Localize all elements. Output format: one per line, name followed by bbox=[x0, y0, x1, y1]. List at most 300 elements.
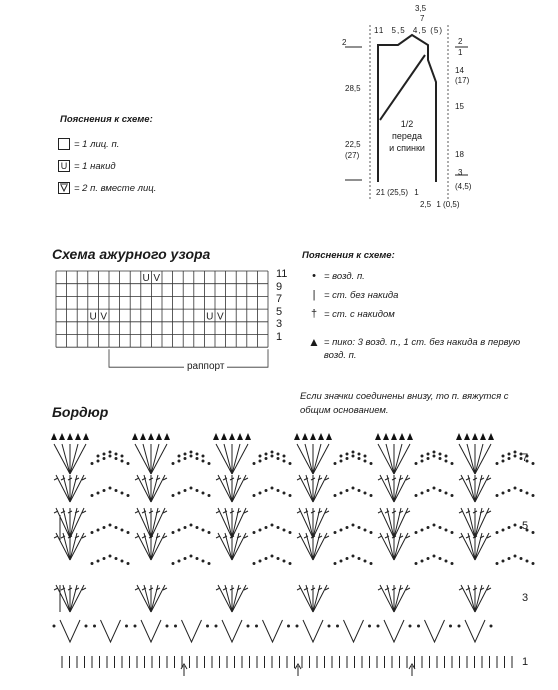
v-stitch bbox=[182, 620, 202, 642]
dc-bar bbox=[378, 588, 382, 590]
pattern-cell-symbol: U bbox=[206, 311, 214, 323]
chain-dot bbox=[184, 557, 187, 560]
chain-dot bbox=[352, 524, 355, 527]
garment-left-label: 28,5 bbox=[345, 84, 361, 93]
chain-dot bbox=[340, 529, 343, 532]
chain-dot bbox=[289, 531, 292, 534]
chain-dot bbox=[532, 494, 535, 497]
chain-dot bbox=[514, 451, 517, 454]
chain-dot bbox=[97, 455, 100, 458]
picot-mark bbox=[213, 433, 219, 440]
chain-dot bbox=[421, 492, 424, 495]
chain-dot bbox=[508, 457, 511, 460]
pattern-cell-symbol: V bbox=[216, 311, 224, 323]
chain-dot bbox=[328, 625, 331, 628]
v-stitch bbox=[384, 620, 404, 642]
chain-dot bbox=[125, 625, 128, 628]
chain-dot bbox=[121, 560, 124, 563]
chain-dot bbox=[439, 453, 442, 456]
dim-label: 21 bbox=[376, 188, 385, 197]
chain-dot bbox=[97, 560, 100, 563]
chain-dot bbox=[296, 625, 299, 628]
repeat-label: раппорт bbox=[184, 361, 227, 372]
picot-mark bbox=[132, 433, 138, 440]
chain-dot bbox=[208, 494, 211, 497]
border-title: Бордюр bbox=[52, 404, 109, 420]
picot-mark bbox=[156, 433, 162, 440]
chain-dot bbox=[208, 462, 211, 465]
garment-left-label: 22,5 bbox=[345, 140, 361, 149]
chain-dot bbox=[103, 457, 106, 460]
chain-dot bbox=[172, 531, 175, 534]
chain-dot bbox=[370, 462, 373, 465]
garment-right-label: (4,5) bbox=[455, 182, 472, 191]
picot-mark bbox=[140, 433, 146, 440]
chain-dot bbox=[289, 562, 292, 565]
chain-dot bbox=[97, 529, 100, 532]
garment-top-label-upper: 7 bbox=[420, 14, 425, 23]
chain-dot bbox=[532, 562, 535, 565]
chain-dot bbox=[196, 453, 199, 456]
chain-dot bbox=[502, 529, 505, 532]
chain-dot bbox=[196, 457, 199, 460]
chain-dot bbox=[91, 531, 94, 534]
garment-right-label: 15 bbox=[455, 102, 464, 111]
picot-mark bbox=[391, 433, 397, 440]
chain-dot bbox=[526, 560, 529, 563]
chain-dot bbox=[433, 555, 436, 558]
border-row-number: 7 bbox=[522, 452, 529, 464]
dc-stitch bbox=[297, 444, 313, 474]
dim-label: 11 bbox=[374, 26, 385, 35]
chain-dot bbox=[496, 494, 499, 497]
garment-center-line: и спинки bbox=[389, 143, 425, 153]
row-number: 3 bbox=[276, 318, 283, 330]
legend-item-label: = 1 накид bbox=[74, 160, 116, 172]
chain-dot bbox=[370, 562, 373, 565]
dc-stitch bbox=[135, 444, 151, 474]
dc-stitch bbox=[216, 444, 232, 474]
garment-right-label: 1 bbox=[458, 48, 463, 57]
chain-dot bbox=[364, 460, 367, 463]
row-number: 9 bbox=[276, 280, 283, 293]
dc-stitch bbox=[151, 444, 159, 474]
picot-mark bbox=[59, 433, 65, 440]
dc-stitch bbox=[232, 444, 240, 474]
dc-stitch bbox=[151, 444, 167, 474]
chain-dot bbox=[368, 625, 371, 628]
chain-dot bbox=[352, 451, 355, 454]
chain-dot bbox=[346, 526, 349, 529]
chain-dot bbox=[520, 557, 523, 560]
chain-dot bbox=[364, 455, 367, 458]
chain-dot bbox=[514, 524, 517, 527]
legend-item-label: = 1 лиц. п. bbox=[74, 138, 120, 150]
legend-item-label: = пико: 3 возд. п., 1 ст. без накида в первую возд. п. bbox=[323, 337, 521, 361]
chain-dot bbox=[508, 526, 511, 529]
v-stitch bbox=[425, 620, 445, 642]
chain-dot bbox=[445, 560, 448, 563]
chain-dot bbox=[190, 524, 193, 527]
row-number: 1 bbox=[276, 330, 283, 343]
dc-bar bbox=[135, 536, 139, 538]
chain-dot bbox=[433, 524, 436, 527]
chain-dot bbox=[415, 531, 418, 534]
chain-dot bbox=[340, 560, 343, 563]
chain-dot bbox=[253, 462, 256, 465]
chain-dot bbox=[283, 460, 286, 463]
chain-dot bbox=[109, 524, 112, 527]
chain-dot bbox=[259, 560, 262, 563]
chain-dot bbox=[358, 489, 361, 492]
chain-dot bbox=[115, 489, 118, 492]
picot-mark bbox=[229, 433, 235, 440]
yarn-over-icon: U bbox=[58, 160, 70, 172]
chain-dot bbox=[532, 462, 535, 465]
pattern-cell-symbol: U bbox=[89, 311, 97, 323]
chain-dot bbox=[520, 489, 523, 492]
picot-mark bbox=[51, 433, 57, 440]
chain-dot bbox=[421, 529, 424, 532]
border-row-number: 5 bbox=[522, 520, 529, 532]
chain-dot bbox=[502, 560, 505, 563]
garment-top-label-upper: 3,5 bbox=[415, 4, 427, 13]
chain-dot bbox=[514, 555, 517, 558]
chain-dot bbox=[247, 625, 250, 628]
chain-dot bbox=[364, 560, 367, 563]
chain-dot bbox=[202, 492, 205, 495]
dim-label: 1 bbox=[436, 200, 441, 209]
picot-mark bbox=[399, 433, 405, 440]
dc-bar bbox=[216, 478, 220, 480]
chain-dot bbox=[259, 460, 262, 463]
chain-dot bbox=[532, 531, 535, 534]
chain-dot bbox=[202, 560, 205, 563]
chain-dot bbox=[451, 462, 454, 465]
single-crochet-icon: | bbox=[312, 289, 316, 301]
dc-stitch bbox=[224, 444, 232, 474]
dc-stitch bbox=[54, 444, 70, 474]
chain-dot bbox=[427, 557, 430, 560]
picot-mark bbox=[383, 433, 389, 440]
dim-label: (0,5) bbox=[443, 200, 460, 209]
chain-dot bbox=[109, 555, 112, 558]
v-stitch bbox=[465, 620, 485, 642]
chain-dot bbox=[352, 555, 355, 558]
chain-dot bbox=[289, 462, 292, 465]
chain-dot bbox=[115, 526, 118, 529]
pattern-cell-symbol: V bbox=[153, 273, 161, 285]
v-stitch bbox=[263, 620, 283, 642]
chain-dot bbox=[490, 625, 493, 628]
pattern-title: Схема ажурного узора bbox=[52, 246, 211, 262]
chain-dot bbox=[109, 487, 112, 490]
chain-dot bbox=[346, 489, 349, 492]
chain-dot bbox=[421, 455, 424, 458]
chain-dot bbox=[53, 625, 56, 628]
chain-dot bbox=[97, 460, 100, 463]
chain-dot bbox=[134, 625, 137, 628]
chain-dot bbox=[502, 460, 505, 463]
chain-dot bbox=[178, 455, 181, 458]
garment-right-label: 14 bbox=[455, 66, 464, 75]
chain-dot bbox=[271, 555, 274, 558]
chain-dot bbox=[178, 492, 181, 495]
chain-dot bbox=[439, 457, 442, 460]
garment-right-label: 2 bbox=[458, 37, 463, 46]
chain-dot bbox=[508, 557, 511, 560]
dc-stitch bbox=[232, 444, 248, 474]
legend-item-label: = ст. без накида bbox=[324, 289, 399, 301]
chain-dot bbox=[172, 462, 175, 465]
chain-dot bbox=[271, 487, 274, 490]
chain-dot bbox=[449, 625, 452, 628]
dim-label: 2,5 bbox=[420, 200, 432, 209]
dc-bar bbox=[216, 588, 220, 590]
picot-mark bbox=[310, 433, 316, 440]
chain-dot bbox=[265, 489, 268, 492]
chain-dot bbox=[364, 492, 367, 495]
garment-right-label: (17) bbox=[455, 76, 470, 85]
chain-dot bbox=[208, 531, 211, 534]
dim-label: (5) bbox=[430, 26, 444, 35]
chain-dot bbox=[358, 557, 361, 560]
chain-dot bbox=[253, 531, 256, 534]
chain-dot bbox=[445, 460, 448, 463]
chain-dot bbox=[190, 487, 193, 490]
chain-dot bbox=[445, 529, 448, 532]
chain-dot bbox=[259, 529, 262, 532]
legend-item-label: = возд. п. bbox=[324, 270, 365, 282]
chain-dot bbox=[346, 453, 349, 456]
picot-mark bbox=[302, 433, 308, 440]
chain-dot bbox=[206, 625, 209, 628]
garment-center-line: переда bbox=[392, 131, 422, 141]
chain-dot bbox=[265, 557, 268, 560]
chain-dot bbox=[370, 494, 373, 497]
chain-dot bbox=[496, 562, 499, 565]
chain-dot bbox=[340, 492, 343, 495]
v-stitch bbox=[222, 620, 242, 642]
chain-dot bbox=[121, 529, 124, 532]
dc-bar bbox=[135, 478, 139, 480]
chain-dot bbox=[415, 494, 418, 497]
dc-bar bbox=[378, 478, 382, 480]
chain-dot bbox=[259, 455, 262, 458]
chain-dot bbox=[409, 625, 412, 628]
chain-dot bbox=[340, 455, 343, 458]
chain-dot bbox=[196, 489, 199, 492]
garment-center-line: 1/2 bbox=[400, 119, 414, 129]
chain-dot bbox=[370, 531, 373, 534]
chain-dot bbox=[103, 526, 106, 529]
picot-mark bbox=[67, 433, 73, 440]
chain-dot bbox=[121, 455, 124, 458]
dc-stitch bbox=[386, 444, 394, 474]
dc-stitch bbox=[313, 444, 329, 474]
chain-dot bbox=[439, 557, 442, 560]
chain-dot bbox=[277, 557, 280, 560]
chain-dot bbox=[358, 526, 361, 529]
chain-dot bbox=[334, 531, 337, 534]
dc-stitch bbox=[378, 444, 394, 474]
chain-dot bbox=[178, 460, 181, 463]
dc-stitch bbox=[394, 444, 402, 474]
picot-mark bbox=[245, 433, 251, 440]
chain-dot bbox=[109, 455, 112, 458]
chain-dot bbox=[190, 451, 193, 454]
chain-dot bbox=[184, 526, 187, 529]
legend-note: Если значки соединены внизу, то п. вяжутся с общим основанием. bbox=[300, 391, 509, 416]
chain-dot bbox=[184, 457, 187, 460]
chain-dot bbox=[178, 529, 181, 532]
picot-mark bbox=[375, 433, 381, 440]
chain-dot bbox=[421, 460, 424, 463]
dc-bar bbox=[459, 588, 463, 590]
picot-icon: ▲ bbox=[308, 335, 320, 349]
chain-dot bbox=[253, 562, 256, 565]
chain-dot bbox=[427, 526, 430, 529]
chain-dot bbox=[103, 489, 106, 492]
chain-dot bbox=[283, 529, 286, 532]
chain-dot bbox=[427, 489, 430, 492]
dim-label: 1 bbox=[414, 188, 419, 197]
chain-dot bbox=[121, 460, 124, 463]
dc-stitch bbox=[62, 444, 70, 474]
chain-dot bbox=[358, 453, 361, 456]
chain-dot bbox=[283, 492, 286, 495]
picot-mark bbox=[237, 433, 243, 440]
dc-bar bbox=[54, 478, 58, 480]
chain-dot bbox=[178, 560, 181, 563]
chain-dot bbox=[352, 455, 355, 458]
dc-bar bbox=[297, 536, 301, 538]
picot-mark bbox=[318, 433, 324, 440]
chain-dot bbox=[334, 462, 337, 465]
dc-stitch bbox=[475, 444, 483, 474]
chain-dot bbox=[427, 457, 430, 460]
picot-mark bbox=[164, 433, 170, 440]
picot-mark bbox=[75, 433, 81, 440]
picot-mark bbox=[294, 433, 300, 440]
chain-dot bbox=[346, 457, 349, 460]
pattern-cell-symbol: V bbox=[100, 311, 108, 323]
chain-dot bbox=[502, 492, 505, 495]
dc-stitch bbox=[467, 444, 475, 474]
garment-left-label: 2 bbox=[342, 38, 347, 47]
dc-bar bbox=[54, 536, 58, 538]
chain-dot bbox=[514, 455, 517, 458]
chain-dot bbox=[91, 462, 94, 465]
chain-dot bbox=[496, 531, 499, 534]
chain-dot bbox=[334, 494, 337, 497]
double-crochet-icon: † bbox=[310, 308, 318, 320]
chain-dot bbox=[417, 625, 420, 628]
chain-dot bbox=[451, 562, 454, 565]
legend-item-label: = 2 п. вместе лиц. bbox=[74, 182, 157, 194]
chain-dot bbox=[121, 492, 124, 495]
chain-dot bbox=[277, 457, 280, 460]
v-stitch bbox=[101, 620, 121, 642]
chain-dot bbox=[433, 451, 436, 454]
dc-stitch bbox=[475, 444, 491, 474]
dc-stitch bbox=[313, 444, 321, 474]
chain-dot bbox=[352, 487, 355, 490]
chain-dot bbox=[451, 494, 454, 497]
chain-dot bbox=[358, 457, 361, 460]
garment-right-label: 3 bbox=[458, 168, 463, 177]
dc-stitch bbox=[143, 444, 151, 474]
dc-bar bbox=[216, 536, 220, 538]
dot-icon: • bbox=[312, 270, 316, 282]
row-number: 5 bbox=[276, 305, 283, 318]
v-stitch bbox=[344, 620, 364, 642]
v-stitch bbox=[60, 620, 80, 642]
chain-dot bbox=[445, 455, 448, 458]
chain-dot bbox=[283, 455, 286, 458]
dc-stitch bbox=[459, 444, 475, 474]
chain-dot bbox=[127, 562, 130, 565]
picot-mark bbox=[407, 433, 413, 440]
picot-mark bbox=[464, 433, 470, 440]
v-stitch bbox=[303, 620, 323, 642]
chain-dot bbox=[433, 455, 436, 458]
chain-dot bbox=[265, 526, 268, 529]
chain-dot bbox=[277, 489, 280, 492]
chain-dot bbox=[115, 557, 118, 560]
picot-mark bbox=[221, 433, 227, 440]
chain-dot bbox=[346, 557, 349, 560]
chain-dot bbox=[115, 457, 118, 460]
chain-dot bbox=[91, 562, 94, 565]
chain-dot bbox=[508, 489, 511, 492]
chain-dot bbox=[172, 494, 175, 497]
pattern-cell-symbol: U bbox=[142, 273, 150, 285]
chain-dot bbox=[458, 625, 461, 628]
dc-stitch bbox=[394, 444, 410, 474]
row-number: 7 bbox=[276, 293, 283, 305]
chain-dot bbox=[97, 492, 100, 495]
chain-dot bbox=[526, 492, 529, 495]
chain-dot bbox=[259, 492, 262, 495]
chain-dot bbox=[103, 557, 106, 560]
dim-label: (25,5) bbox=[387, 188, 409, 197]
picot-mark bbox=[456, 433, 462, 440]
chain-dot bbox=[172, 562, 175, 565]
chain-dot bbox=[287, 625, 290, 628]
row-number: 11 bbox=[276, 268, 288, 280]
chain-dot bbox=[127, 494, 130, 497]
chain-dot bbox=[196, 526, 199, 529]
chain-dot bbox=[271, 451, 274, 454]
chain-dot bbox=[202, 529, 205, 532]
picot-mark bbox=[480, 433, 486, 440]
chain-dot bbox=[202, 460, 205, 463]
dc-bar bbox=[459, 536, 463, 538]
chain-dot bbox=[166, 625, 169, 628]
dc-bar bbox=[297, 588, 301, 590]
chain-dot bbox=[340, 460, 343, 463]
chain-dot bbox=[208, 562, 211, 565]
garment-right-label: 18 bbox=[455, 150, 464, 159]
chain-dot bbox=[421, 560, 424, 563]
chain-dot bbox=[184, 453, 187, 456]
chain-dot bbox=[265, 457, 268, 460]
picot-mark bbox=[83, 433, 89, 440]
chain-dot bbox=[514, 487, 517, 490]
chain-dot bbox=[289, 494, 292, 497]
dc-stitch bbox=[305, 444, 313, 474]
